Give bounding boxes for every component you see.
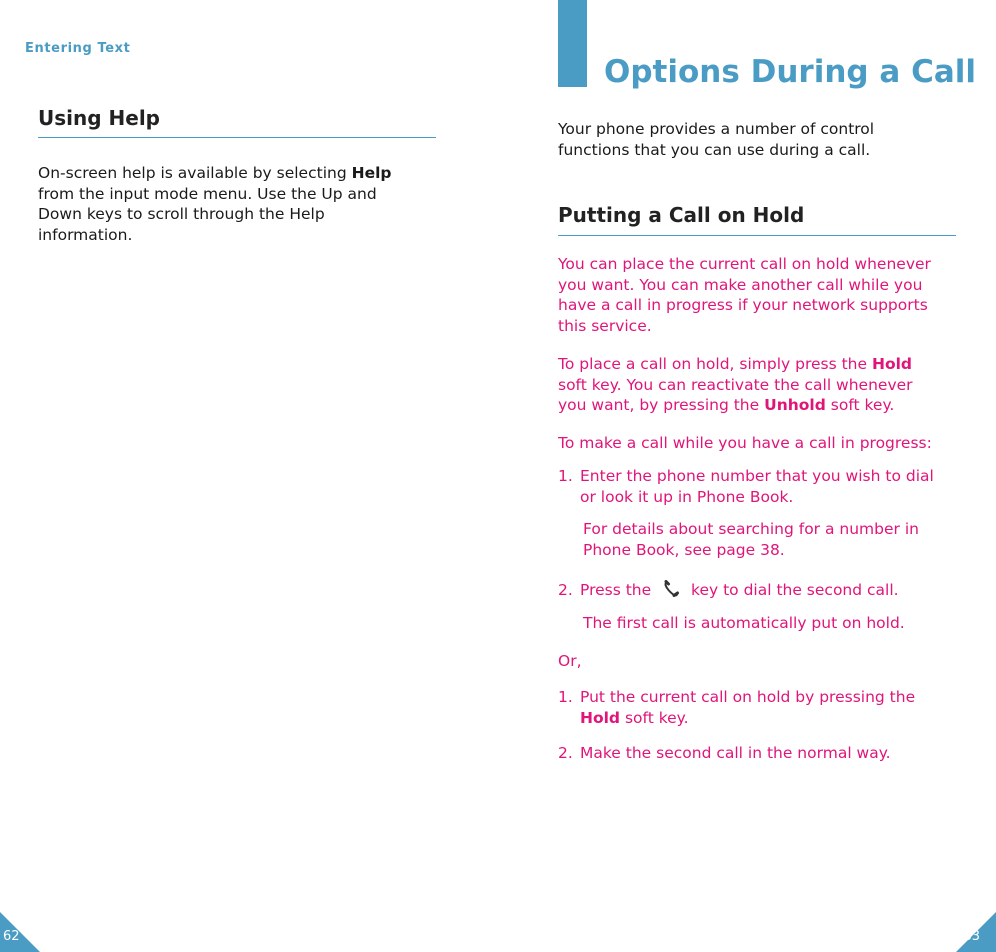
using-help-paragraph xyxy=(38,163,413,245)
alt-step-2-number: 2. xyxy=(558,744,573,762)
right-page xyxy=(498,0,996,952)
hold-paragraph-3: To make a call while you have a call in progress: xyxy=(558,434,932,452)
hold-paragraph-1: You can place the current call on hold whenever you want. You can make another call while you have a call in progress if your network supports this service. xyxy=(558,255,931,335)
body-text-pre: On-screen help is available by selecting xyxy=(38,164,352,182)
page-number-left: 62 xyxy=(3,929,20,944)
alt-step-2-text: Make the second call in the normal way. xyxy=(580,744,891,762)
help-term: Help xyxy=(351,164,392,182)
para2-mid: soft key. You can reactivate the call whenever you want, by pressing the xyxy=(558,375,913,414)
step-1-text: Enter the phone number that you wish to dial or look it up in Phone Book. xyxy=(580,467,934,506)
or-text: Or, xyxy=(558,652,582,670)
alt1-pre: Put the current call on hold by pressing the xyxy=(580,688,916,706)
hold-term-2: Hold xyxy=(580,708,621,727)
para2-post: soft key. xyxy=(825,396,895,414)
step-2-number: 2. xyxy=(558,581,573,599)
page-number-right: 63 xyxy=(963,929,980,944)
alt1-post: soft key. xyxy=(620,708,689,727)
unhold-term: Unhold xyxy=(764,396,826,414)
step-1-number: 1. xyxy=(558,467,573,485)
hold-paragraph-2 xyxy=(558,354,943,416)
section-title-using-help: Using Help xyxy=(38,106,160,130)
section-title-call-hold: Putting a Call on Hold xyxy=(558,203,805,227)
alt-step-1-text xyxy=(580,687,952,728)
section-rule xyxy=(558,235,956,236)
chapter-title: Options During a Call xyxy=(604,54,976,90)
hold-term: Hold xyxy=(871,355,913,373)
step-2-text xyxy=(580,580,952,601)
alt-step-1-number: 1. xyxy=(558,688,573,706)
step-2-note: The first call is automatically put on hold. xyxy=(583,614,905,632)
step-2-post: key to dial the second call. xyxy=(686,581,899,599)
step-1-note: For details about searching for a number in Phone Book, see page 38. xyxy=(583,520,919,559)
body-text-post: from the input mode menu. Use the Up and Down keys to scroll through the Help information. xyxy=(38,184,377,244)
chapter-bar xyxy=(558,0,587,87)
step-2-pre: Press the xyxy=(580,581,657,599)
intro-paragraph: Your phone provides a number of control functions that you can use during a call. xyxy=(558,120,875,159)
para2-pre: To place a call on hold, simply press the xyxy=(558,355,872,373)
running-head: Entering Text xyxy=(25,41,131,56)
section-rule xyxy=(38,137,436,138)
send-key-icon xyxy=(660,580,682,598)
